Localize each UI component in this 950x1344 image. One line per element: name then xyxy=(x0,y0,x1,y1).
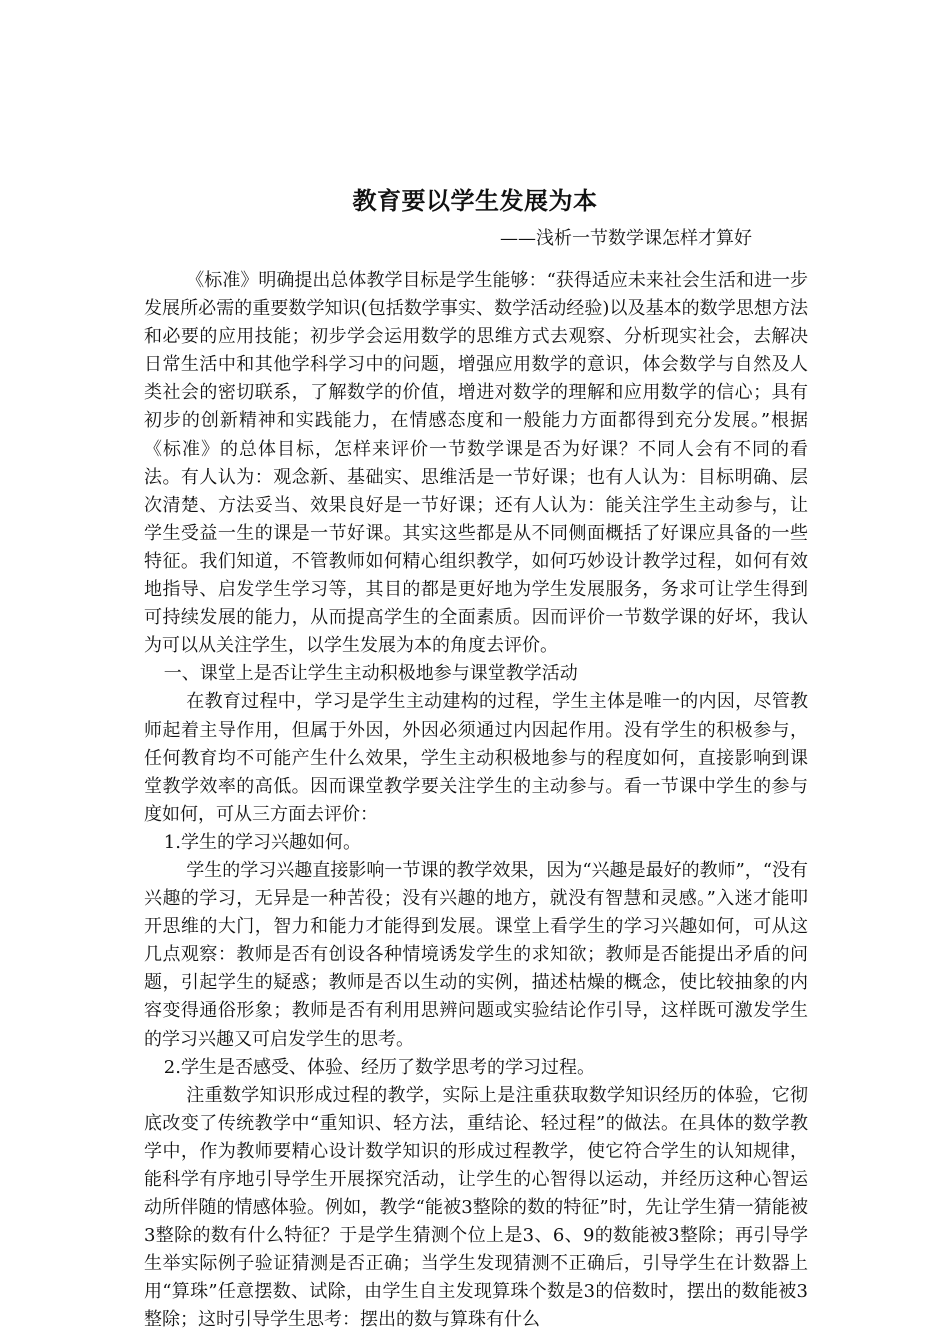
subsection-2-paragraph: 注重数学知识形成过程的教学，实际上是注重获取数学知识经历的体验，它彻底改变了传统教学中“重知识、轻方法，重结论、轻过程”的做法。在具体的数学教学中，作为教师要精心设计数学知识的形成过程教学，使它符合学生的认知规律，能科学有序地引导学生开展探究活动，让学生的心智得以运动，并经历这种心智运动所伴随的情感体验。例如，教学“能被3整除的数的特征”时，先让学生猜一猜能被3整除的数有什么特征？于是学生猜测个位上是3、6、9的数能被3整除；再引导学生举实际例子验证猜测是否正确；当学生发现猜测不正确后，引导学生在计数器上用“算珠”任意摆数、试除，由学生自主发现算珠个数是3的倍数时，摆出的数能被3整除；这时引导学生思考：摆出的数与算珠有什么 xyxy=(144,1084,808,1331)
section-heading-1: 一、课堂上是否让学生主动积极地参与课堂教学活动 xyxy=(163,663,578,685)
subheading-1: 1.学生的学习兴趣如何。 xyxy=(163,831,361,853)
intro-paragraph: 《标准》明确提出总体教学目标是学生能够：“获得适应未来社会生活和进一步发展所必需的重要数学知识(包括数学事实、数学活动经验)以及基本的数学思想方法和必要的应用技能；初步学会运用数学的思维方式去观察、分析现实社会，去解决日常生活中和其他学科学习中的问题，增强应用数学的意识，体会数学与自然及人类社会的密切联系，了解数学的价值，增进对数学的理解和应用数学的信心；具有初步的创新精神和实践能力，在情感态度和一般能力方面都得到充分发展。”根据《标准》的总体目标，怎样来评价一节数学课是否为好课？不同人会有不同的看法。有人认为：观念新、基础实、思维活是一节好课；也有人认为：目标明确、层次清楚、方法妥当、效果良好是一节好课；还有人认为：能关注学生主动参与，让学生受益一生的课是一节好课。其实这些都是从不同侧面概括了好课应具备的一些特征。我们知道，不管教师如何精心组织教学，如何巧妙设计教学过程，如何有效地指导、启发学生学习等，其目的都是更好地为学生发展服务，务求可让学生得到可持续发展的能力，从而提高学生的全面素质。因而评价一节数学课的好坏，我认为可以从关注学生，以学生发展为本的角度去评价。 xyxy=(144,270,808,657)
document-subtitle: ——浅析一节数学课怎样才算好 xyxy=(500,228,752,249)
subheading-2: 2.学生是否感受、体验、经历了数学思考的学习过程。 xyxy=(163,1056,595,1078)
section-1-paragraph: 在教育过程中，学习是学生主动建构的过程，学生主体是唯一的内因，尽管教师起着主导作用，但属于外因，外因必须通过内因起作用。没有学生的积极参与，任何教育均不可能产生什么效果，学生主动积极地参与的程度如何，直接影响到课堂教学效率的高低。因而课堂教学要关注学生的主动参与。看一节课中学生的参与度如何，可从三方面去评价： xyxy=(144,691,808,825)
document-body xyxy=(144,267,808,1335)
document-title: 教育要以学生发展为本 xyxy=(352,187,598,215)
subsection-1-paragraph: 学生的学习兴趣直接影响一节课的教学效果，因为“兴趣是最好的教师”，“没有兴趣的学习，无异是一种苦役；没有兴趣的地方，就没有智慧和灵感。”入迷才能叩开思维的大门，智力和能力才能得到发展。课堂上看学生的学习兴趣如何，可从这几点观察：教师是否有创设各种情境诱发学生的求知欲；教师是否能提出矛盾的问题，引起学生的疑惑；教师是否以生动的实例，描述枯燥的概念，使比较抽象的内容变得通俗形象；教师是否有利用思辨问题或实验结论作引导，这样既可激发学生的学习兴趣又可启发学生的思考。 xyxy=(144,859,808,1050)
